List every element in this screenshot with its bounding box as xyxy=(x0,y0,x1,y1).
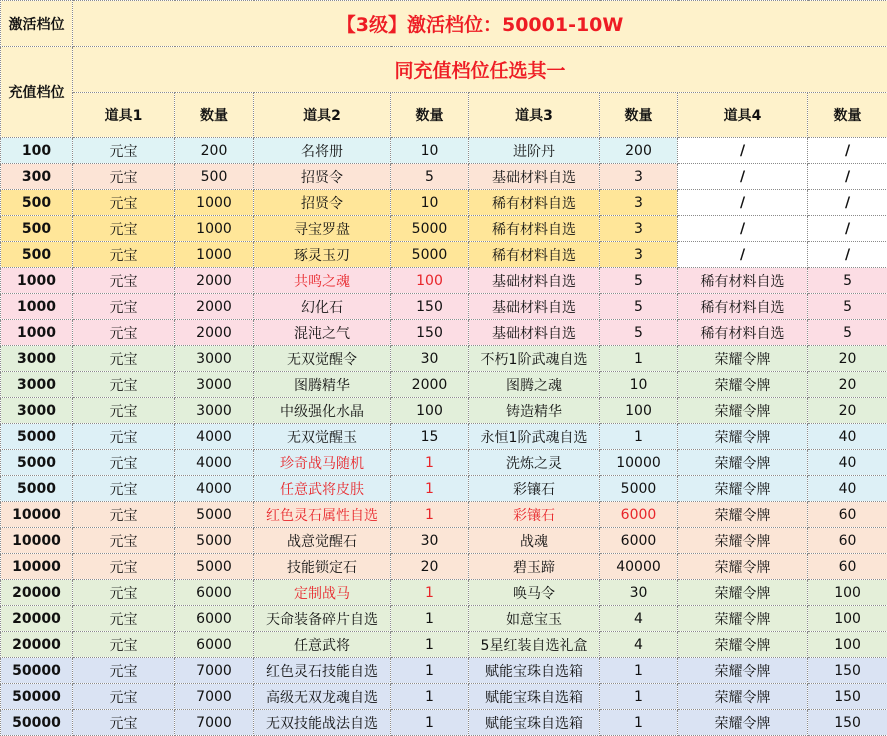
table-cell: 战意觉醒石 xyxy=(254,528,391,554)
tier-cell: 5000 xyxy=(1,450,73,476)
table-cell: 元宝 xyxy=(73,710,175,736)
table-cell: 元宝 xyxy=(73,606,175,632)
table-row xyxy=(1,658,887,684)
table-cell: 1 xyxy=(391,606,469,632)
table-cell: 元宝 xyxy=(73,502,175,528)
tier-cell: 500 xyxy=(1,190,73,216)
tier-cell: 20000 xyxy=(1,632,73,658)
tier-cell: 3000 xyxy=(1,398,73,424)
table-cell: 7000 xyxy=(175,684,254,710)
table-cell: / xyxy=(678,242,808,268)
table-row xyxy=(1,450,887,476)
table-cell: / xyxy=(678,216,808,242)
table-cell: 元宝 xyxy=(73,476,175,502)
tier-cell: 1000 xyxy=(1,320,73,346)
table-cell: 5 xyxy=(808,294,887,320)
table-cell: 荣耀令牌 xyxy=(678,450,808,476)
table-cell: 5 xyxy=(600,294,678,320)
table-row xyxy=(1,684,887,710)
table-cell: 100 xyxy=(808,632,887,658)
table-cell: 7000 xyxy=(175,710,254,736)
table-cell: 技能锁定石 xyxy=(254,554,391,580)
table-cell: 100 xyxy=(808,606,887,632)
table-cell: 100 xyxy=(391,398,469,424)
table-cell: 荣耀令牌 xyxy=(678,684,808,710)
table-cell: 1 xyxy=(391,684,469,710)
table-cell: 2000 xyxy=(391,372,469,398)
table-cell: 40000 xyxy=(600,554,678,580)
table-cell: 3 xyxy=(600,190,678,216)
column-header: 数量 xyxy=(600,93,678,138)
table-cell: 6000 xyxy=(175,632,254,658)
table-cell: 3000 xyxy=(175,398,254,424)
table-cell: 永恒1阶武魂自选 xyxy=(469,424,600,450)
table-cell: 100 xyxy=(600,398,678,424)
table-cell: 60 xyxy=(808,528,887,554)
tier-cell: 100 xyxy=(1,138,73,164)
table-cell: 天命装备碎片自选 xyxy=(254,606,391,632)
table-row xyxy=(1,424,887,450)
table-cell: 元宝 xyxy=(73,684,175,710)
table-cell: 100 xyxy=(808,580,887,606)
table-cell: 20 xyxy=(808,398,887,424)
table-row xyxy=(1,268,887,294)
table-cell: 10 xyxy=(391,138,469,164)
table-cell: 30 xyxy=(391,346,469,372)
table-cell: / xyxy=(678,164,808,190)
table-cell: 4 xyxy=(600,632,678,658)
tier-cell: 10000 xyxy=(1,502,73,528)
table-cell: 任意武将皮肤 xyxy=(254,476,391,502)
table-row xyxy=(1,710,887,736)
table-cell: 基础材料自选 xyxy=(469,268,600,294)
table-cell: 荣耀令牌 xyxy=(678,528,808,554)
table-cell: 150 xyxy=(391,294,469,320)
table-cell: 150 xyxy=(391,320,469,346)
table-cell: 5 xyxy=(808,268,887,294)
page-title: 【3级】激活档位：50001-10W xyxy=(73,1,887,47)
table-cell: / xyxy=(808,164,887,190)
table-cell: 荣耀令牌 xyxy=(678,372,808,398)
table-cell: 稀有材料自选 xyxy=(678,268,808,294)
table-cell: 1 xyxy=(600,684,678,710)
table-cell: 1000 xyxy=(175,242,254,268)
table-cell: / xyxy=(808,216,887,242)
activate-label: 激活档位 xyxy=(1,1,73,47)
column-header: 道具4 xyxy=(678,93,808,138)
table-cell: 元宝 xyxy=(73,554,175,580)
table-cell: 元宝 xyxy=(73,658,175,684)
table-cell: 稀有材料自选 xyxy=(469,216,600,242)
table-cell: 150 xyxy=(808,684,887,710)
table-cell: 荣耀令牌 xyxy=(678,502,808,528)
table-cell: 荣耀令牌 xyxy=(678,580,808,606)
table-cell: 5000 xyxy=(391,242,469,268)
table-cell: 荣耀令牌 xyxy=(678,398,808,424)
table-cell: 150 xyxy=(808,710,887,736)
table-cell: 元宝 xyxy=(73,632,175,658)
table-cell: 40 xyxy=(808,450,887,476)
table-cell: / xyxy=(808,190,887,216)
table-cell: 如意宝玉 xyxy=(469,606,600,632)
tier-cell: 3000 xyxy=(1,372,73,398)
table-cell: 稀有材料自选 xyxy=(678,320,808,346)
tier-cell: 10000 xyxy=(1,528,73,554)
table-cell: 元宝 xyxy=(73,164,175,190)
tier-cell: 1000 xyxy=(1,268,73,294)
table-row xyxy=(1,320,887,346)
table-cell: 5 xyxy=(808,320,887,346)
table-cell: 寻宝罗盘 xyxy=(254,216,391,242)
table-cell: 彩镶石 xyxy=(469,476,600,502)
table-cell: 赋能宝珠自选箱 xyxy=(469,710,600,736)
table-cell: 元宝 xyxy=(73,138,175,164)
table-cell: 3 xyxy=(600,216,678,242)
table-cell: 1000 xyxy=(175,216,254,242)
table-cell: 元宝 xyxy=(73,424,175,450)
table-row xyxy=(1,476,887,502)
subtitle: 同充值档位任选其一 xyxy=(73,47,887,93)
table-cell: 5000 xyxy=(175,554,254,580)
table-cell: 1 xyxy=(600,710,678,736)
table-cell: 红色灵石技能自选 xyxy=(254,658,391,684)
table-cell: 元宝 xyxy=(73,242,175,268)
table-cell: 5 xyxy=(391,164,469,190)
table-cell: 5 xyxy=(600,320,678,346)
tier-cell: 50000 xyxy=(1,684,73,710)
table-cell: 元宝 xyxy=(73,346,175,372)
table-row xyxy=(1,346,887,372)
table-cell: 彩镶石 xyxy=(469,502,600,528)
table-cell: 任意武将 xyxy=(254,632,391,658)
tier-cell: 3000 xyxy=(1,346,73,372)
tier-cell: 20000 xyxy=(1,580,73,606)
table-cell: 招贤令 xyxy=(254,190,391,216)
tier-cell: 50000 xyxy=(1,710,73,736)
table-cell: 5000 xyxy=(600,476,678,502)
table-cell: 稀有材料自选 xyxy=(469,242,600,268)
table-cell: 不朽1阶武魂自选 xyxy=(469,346,600,372)
table-cell: 4 xyxy=(600,606,678,632)
table-cell: 1 xyxy=(391,476,469,502)
table-cell: 图腾之魂 xyxy=(469,372,600,398)
table-cell: 3000 xyxy=(175,372,254,398)
table-cell: 100 xyxy=(391,268,469,294)
table-cell: 元宝 xyxy=(73,216,175,242)
table-cell: 6000 xyxy=(175,606,254,632)
table-cell: 4000 xyxy=(175,476,254,502)
column-header: 道具2 xyxy=(254,93,391,138)
table-cell: 基础材料自选 xyxy=(469,164,600,190)
table-cell: 定制战马 xyxy=(254,580,391,606)
table-cell: 元宝 xyxy=(73,320,175,346)
table-cell: 2000 xyxy=(175,294,254,320)
table-cell: 40 xyxy=(808,424,887,450)
tier-cell: 5000 xyxy=(1,424,73,450)
tier-cell: 500 xyxy=(1,216,73,242)
table-cell: 共鸣之魂 xyxy=(254,268,391,294)
table-cell: 红色灵石属性自选 xyxy=(254,502,391,528)
table-cell: 元宝 xyxy=(73,398,175,424)
column-header: 道具3 xyxy=(469,93,600,138)
table-cell: 1 xyxy=(391,710,469,736)
table-cell: 500 xyxy=(175,164,254,190)
table-cell: 招贤令 xyxy=(254,164,391,190)
table-cell: 荣耀令牌 xyxy=(678,476,808,502)
table-cell: 5000 xyxy=(391,216,469,242)
table-cell: 高级无双龙魂自选 xyxy=(254,684,391,710)
table-cell: 30 xyxy=(391,528,469,554)
table-cell: 图腾精华 xyxy=(254,372,391,398)
table-cell: / xyxy=(808,138,887,164)
table-row xyxy=(1,398,887,424)
table-cell: 1 xyxy=(391,632,469,658)
tier-cell: 20000 xyxy=(1,606,73,632)
table-row xyxy=(1,580,887,606)
table-cell: 元宝 xyxy=(73,528,175,554)
table-cell: 1 xyxy=(600,658,678,684)
column-header: 数量 xyxy=(808,93,887,138)
table-cell: 荣耀令牌 xyxy=(678,658,808,684)
table-cell: 中级强化水晶 xyxy=(254,398,391,424)
table-cell: 10 xyxy=(391,190,469,216)
column-header: 数量 xyxy=(391,93,469,138)
column-header: 道具1 xyxy=(73,93,175,138)
table-row xyxy=(1,502,887,528)
table-cell: 15 xyxy=(391,424,469,450)
table-cell: 20 xyxy=(808,346,887,372)
tier-cell: 1000 xyxy=(1,294,73,320)
table-cell: 5星红装自选礼盒 xyxy=(469,632,600,658)
table-cell: 洗炼之灵 xyxy=(469,450,600,476)
table-cell: 元宝 xyxy=(73,580,175,606)
table-cell: 1 xyxy=(391,658,469,684)
table-cell: 1 xyxy=(600,346,678,372)
table-cell: 幻化石 xyxy=(254,294,391,320)
table-cell: 60 xyxy=(808,554,887,580)
table-cell: 1 xyxy=(391,450,469,476)
table-cell: 战魂 xyxy=(469,528,600,554)
table-cell: 元宝 xyxy=(73,294,175,320)
table-cell: 稀有材料自选 xyxy=(469,190,600,216)
table-row xyxy=(1,372,887,398)
table-cell: 150 xyxy=(808,658,887,684)
table-cell: / xyxy=(678,138,808,164)
table-cell: 30 xyxy=(600,580,678,606)
table-cell: 铸造精华 xyxy=(469,398,600,424)
tier-cell: 50000 xyxy=(1,658,73,684)
table-cell: 3 xyxy=(600,164,678,190)
table-cell: 10 xyxy=(600,372,678,398)
table-cell: 1 xyxy=(391,502,469,528)
table-cell: 唤马令 xyxy=(469,580,600,606)
recharge-label: 充值档位 xyxy=(1,47,73,138)
table-cell: 稀有材料自选 xyxy=(678,294,808,320)
table-row xyxy=(1,528,887,554)
table-cell: 6000 xyxy=(175,580,254,606)
table-cell: 20 xyxy=(808,372,887,398)
table-cell: 荣耀令牌 xyxy=(678,554,808,580)
table-cell: 赋能宝珠自选箱 xyxy=(469,658,600,684)
table-cell: 60 xyxy=(808,502,887,528)
table-cell: 3 xyxy=(600,242,678,268)
table-cell: 无双觉醒玉 xyxy=(254,424,391,450)
table-cell: / xyxy=(678,190,808,216)
table-cell: 荣耀令牌 xyxy=(678,710,808,736)
table-row xyxy=(1,632,887,658)
table-cell: 荣耀令牌 xyxy=(678,346,808,372)
table-cell: 元宝 xyxy=(73,268,175,294)
table-row xyxy=(1,164,887,190)
table-cell: 200 xyxy=(175,138,254,164)
column-header-row xyxy=(1,93,887,138)
table-cell: 3000 xyxy=(175,346,254,372)
table-cell: 5000 xyxy=(175,528,254,554)
column-header: 数量 xyxy=(175,93,254,138)
table-row xyxy=(1,606,887,632)
table-cell: 基础材料自选 xyxy=(469,320,600,346)
table-cell: 20 xyxy=(391,554,469,580)
table-row xyxy=(1,138,887,164)
table-cell: 5000 xyxy=(175,502,254,528)
table-cell: 5 xyxy=(600,268,678,294)
table-cell: 基础材料自选 xyxy=(469,294,600,320)
table-row xyxy=(1,554,887,580)
table-cell: 赋能宝珠自选箱 xyxy=(469,684,600,710)
table-cell: 4000 xyxy=(175,450,254,476)
table-cell: 混沌之气 xyxy=(254,320,391,346)
table-cell: 珍奇战马随机 xyxy=(254,450,391,476)
table-cell: 200 xyxy=(600,138,678,164)
table-row xyxy=(1,242,887,268)
table-cell: 元宝 xyxy=(73,450,175,476)
table-cell: 无双觉醒令 xyxy=(254,346,391,372)
tier-cell: 5000 xyxy=(1,476,73,502)
table-cell: 2000 xyxy=(175,320,254,346)
table-cell: 元宝 xyxy=(73,190,175,216)
table-cell: 名将册 xyxy=(254,138,391,164)
table-cell: 2000 xyxy=(175,268,254,294)
table-cell: 碧玉蹄 xyxy=(469,554,600,580)
table-cell: 6000 xyxy=(600,528,678,554)
tier-cell: 300 xyxy=(1,164,73,190)
table-cell: 40 xyxy=(808,476,887,502)
table-cell: 10000 xyxy=(600,450,678,476)
table-cell: 元宝 xyxy=(73,372,175,398)
table-cell: 4000 xyxy=(175,424,254,450)
tier-cell: 10000 xyxy=(1,554,73,580)
table-cell: 1000 xyxy=(175,190,254,216)
table-cell: 荣耀令牌 xyxy=(678,424,808,450)
table-cell: 1 xyxy=(391,580,469,606)
table-cell: 荣耀令牌 xyxy=(678,606,808,632)
table-cell: 7000 xyxy=(175,658,254,684)
table-row xyxy=(1,294,887,320)
table-row xyxy=(1,216,887,242)
table-row xyxy=(1,190,887,216)
table-cell: 1 xyxy=(600,424,678,450)
table-cell: / xyxy=(808,242,887,268)
table-cell: 无双技能战法自选 xyxy=(254,710,391,736)
table-cell: 6000 xyxy=(600,502,678,528)
table-cell: 荣耀令牌 xyxy=(678,632,808,658)
tier-cell: 500 xyxy=(1,242,73,268)
table-cell: 琢灵玉刃 xyxy=(254,242,391,268)
table-cell: 进阶丹 xyxy=(469,138,600,164)
